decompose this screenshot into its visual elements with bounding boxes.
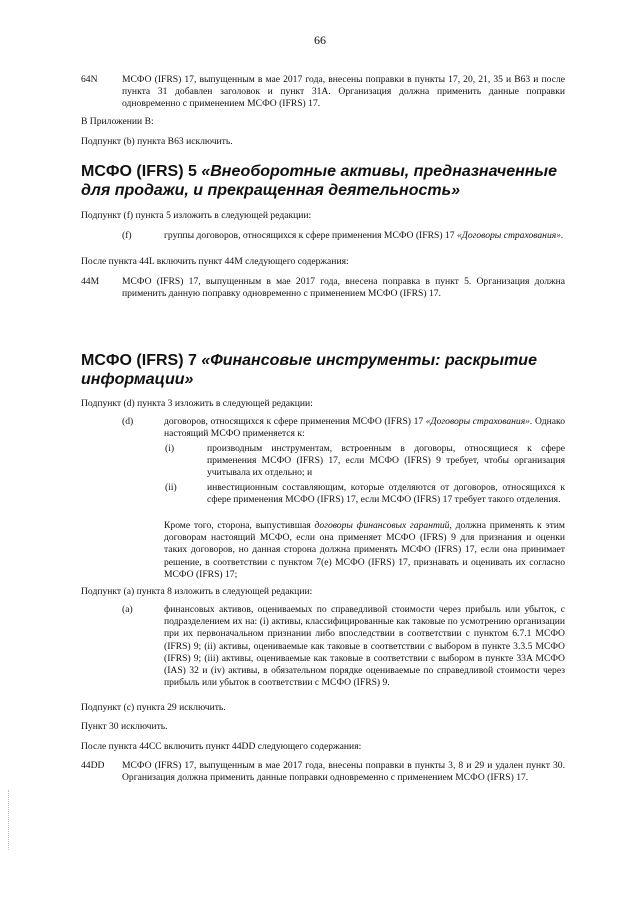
ifrs7-heading-plain: МСФО (IFRS) 7 (81, 352, 202, 369)
ifrs5-f-plain: группы договоров, относящихся к сфере применения МСФО (IFRS) 17 (164, 230, 457, 241)
ifrs7-after-44cc: После пункта 44CC включить пункт 44DD следующего содержания: (81, 741, 362, 752)
appendix-b-line: В Приложении В: (81, 116, 154, 127)
ifrs7-d-plain: договоров, относящихся к сфере применения МСФО (IFRS) 17 (164, 416, 426, 427)
ifrs7-heading-italic: «Финансовые инструменты: раскрытие информации» (81, 352, 537, 388)
ifrs5-heading (81, 162, 571, 200)
ifrs5-after-44l: После пункта 44L включить пункт 44M следующего содержания: (81, 256, 349, 267)
paragraph-64n-text: МСФО (IFRS) 17, выпущенным в мае 2017 года, внесены поправки в пункты 17, 20, 21, 35 и B63 и после пункта 31 добавлен заголовок и пункт 31A. Организация должна применить данные поправки одновременно с применением МСФО (IFRS) 17. (122, 74, 565, 110)
ifrs7-intro-d: Подпункт (d) пункта 3 изложить в следующей редакции: (81, 398, 313, 409)
ifrs5-heading-italic: «Внеоборотные активы, предназначенные для продажи, и прекращенная деятельность» (81, 163, 557, 199)
ifrs5-f-italic: «Договоры страхования». (456, 230, 564, 241)
ifrs7-c29: Подпункт (c) пункта 29 исключить. (81, 702, 226, 713)
scan-edge-mark (8, 790, 10, 850)
ifrs7-intro-a: Подпункт (a) пункта 8 изложить в следующей редакции: (81, 586, 313, 597)
ifrs7-d-cont-italic: договоры финансовых гарантий (314, 520, 450, 531)
paragraph-number-44dd: 44DD (81, 760, 105, 771)
ifrs7-d-cont-plain: Кроме того, сторона, выпустившая (164, 520, 315, 531)
paragraph-44m-text: МСФО (IFRS) 17, выпущенным в мае 2017 года, внесена поправка в пункт 5. Организация должна применить данную поправку одновременно с применением МСФО (IFRS) 17. (122, 276, 565, 300)
ifrs7-a-label: (a) (122, 604, 133, 615)
ifrs5-heading-plain: МСФО (IFRS) 5 (81, 163, 202, 180)
ifrs5-intro: Подпункт (f) пункта 5 изложить в следующей редакции: (81, 210, 312, 221)
ifrs5-f-label: (f) (122, 230, 132, 241)
b63-line: Подпункт (b) пункта B63 исключить. (81, 136, 233, 147)
ifrs7-ii-label: (ii) (165, 482, 177, 493)
ifrs7-d-text (164, 416, 565, 440)
paragraph-44dd-text: МСФО (IFRS) 17, выпущенным в мае 2017 года, внесены поправки в пункты 3, 8 и 29 и удален пункт 30. Организация должна применить данные поправки одновременно с применением МСФО (IFRS) 17. (122, 760, 565, 784)
ifrs7-heading (81, 351, 571, 389)
page-number: 66 (314, 33, 326, 47)
ifrs7-d-italic: «Договоры страхования». (425, 416, 533, 427)
ifrs5-f-text (164, 230, 564, 242)
paragraph-number-44m: 44M (81, 276, 100, 287)
ifrs7-d-plain-2: Однако настоящий МСФО применяется к: (164, 416, 565, 440)
ifrs7-d-cont-plain-2: , должна применять к этим договорам настоящий МСФО, если она применяет МСФО (IFRS) 9 для признания и оценки таких договоров, но данная сторона должна применять МСФО (IFRS) 17, если она принимает решение, в соответствии с пунктом 7(е) МСФО (IFRS) 17, признавать и оценивать их согласно МСФО (IFRS) 17; (164, 520, 565, 580)
ifrs7-ii-text: инвестиционным составляющим, которые отделяются от договоров, относящихся к сфере применения МСФО (IFRS) 17, если МСФО (IFRS) 17 требует такого отделения. (207, 482, 565, 506)
ifrs7-d-continuation (164, 520, 565, 581)
ifrs7-p30: Пункт 30 исключить. (81, 721, 168, 732)
ifrs7-i-text: производным инструментам, встроенным в договоры, относящиеся к сфере применения МСФО (IFRS) 17, если МСФО (IFRS) 9 требует, чтобы организация учитывала их отдельно; и (207, 443, 565, 479)
ifrs7-d-label: (d) (122, 416, 134, 427)
paragraph-number-64n: 64N (81, 74, 98, 85)
ifrs7-i-label: (i) (165, 443, 175, 454)
ifrs7-a-text: финансовых активов, оцениваемых по справедливой стоимости через прибыль или убыток, с подразделением их на: (i) активы, классифицированные как таковые по усмотрению организации при их первоначальном признании либо впоследствии в соответствии с пунктом 6.7.1 МСФО (IFRS) 9; (ii) активы, оцениваемые как таковые в соответствии с выбором в пункте 3.3.5 МСФО (IFRS) 9; (iii) активы, оцениваемые как таковые в соответствии с выбором в пункте 33A МСФО (IAS) 32 и (iv) активы, в обязательном порядке оцениваемые по справедливой стоимости через прибыль или убыток в соответствии с МСФО (IFRS) 9. (164, 604, 565, 689)
